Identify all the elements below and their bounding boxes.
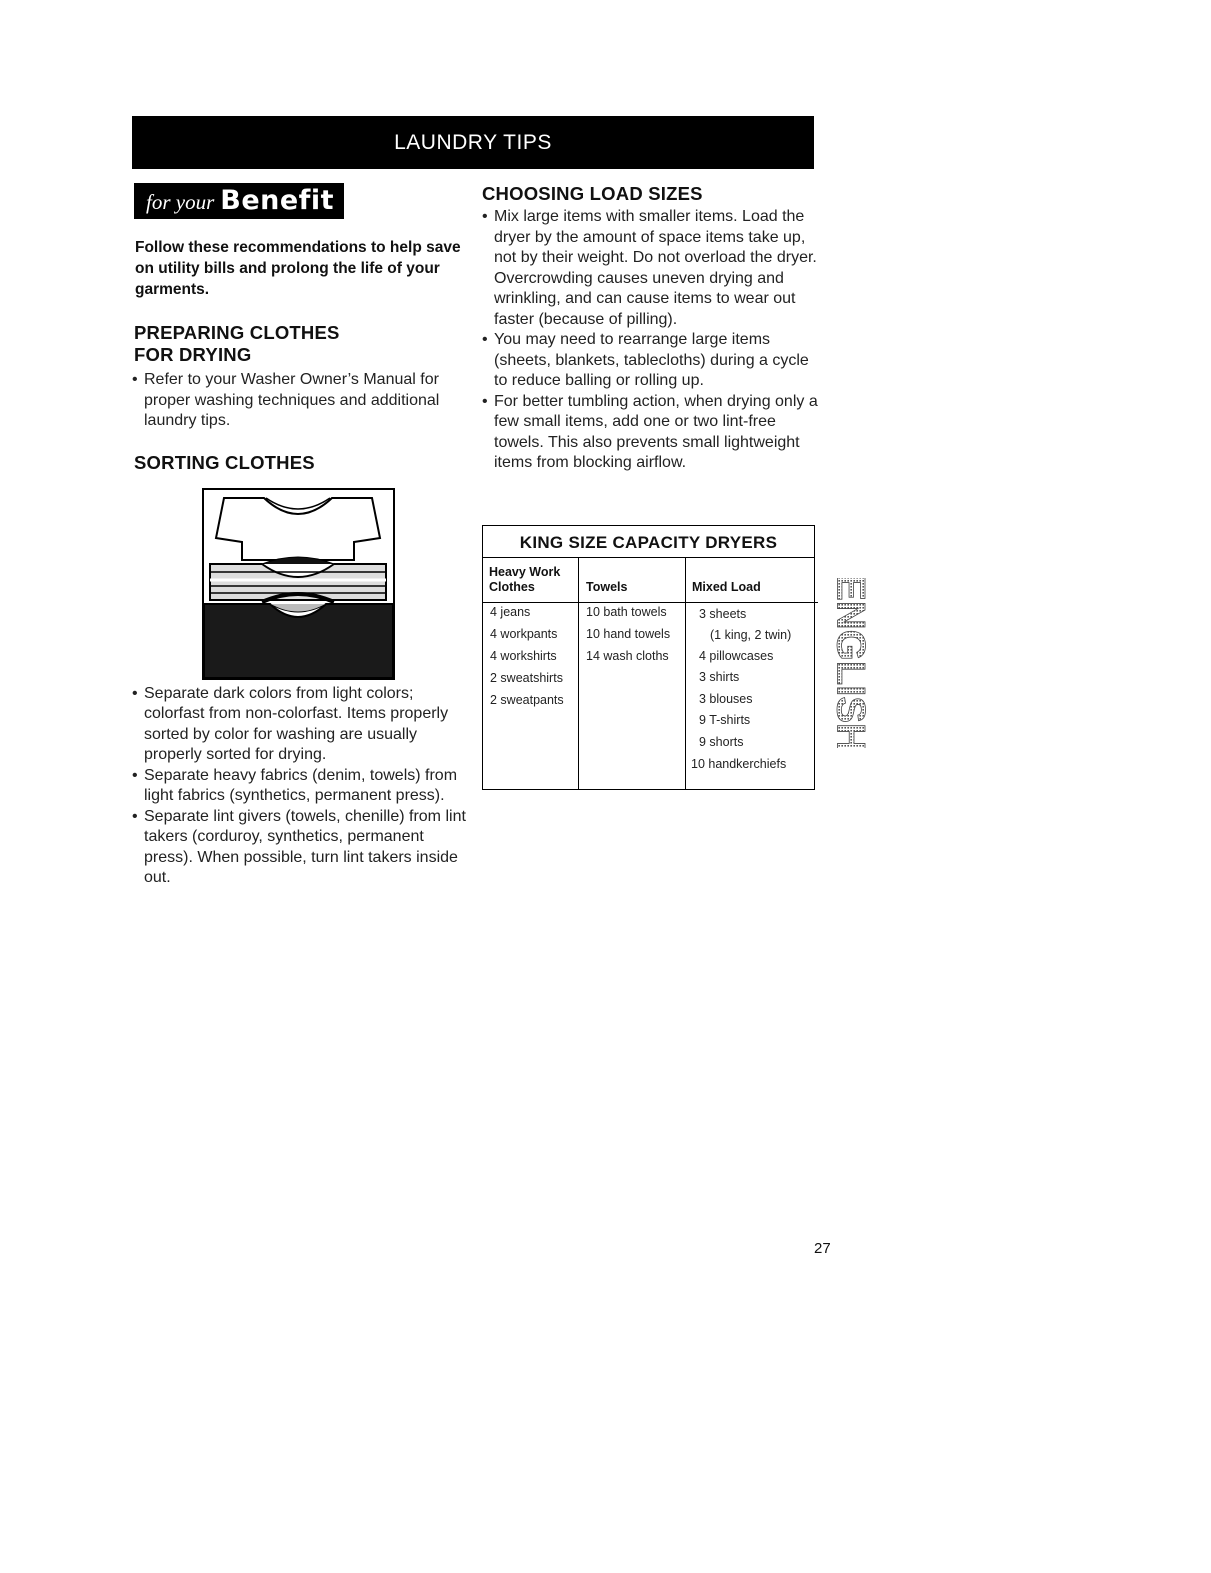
list-item: • Refer to your Washer Owner’s Manual for proper washing techniques and additional laundry tips. [132,370,472,432]
table-cell: 3 shirts [699,670,740,684]
table-cell: 3 blouses [699,692,753,706]
header-heavy: Heavy Work Clothes [489,565,561,594]
preparing-heading [134,322,472,366]
table-cell: 14 wash cloths [586,649,669,663]
side-label-text: ENGLISH [828,578,873,748]
table-cell: 4 workshirts [490,649,557,663]
list-item: • Mix large items with smaller items. Load the dryer by the amount of space items take up, not by their weight. Do not overload the dryer. Overcrowding causes uneven drying and wrinkling, and can cause items to wear out faster (because of pilling). [482,207,818,330]
load-sizes-heading: CHOOSING LOAD SIZES [482,183,703,204]
page-number: 27 [814,1240,831,1257]
header-mixed: Mixed Load [692,580,761,594]
table-cell: 2 sweatpants [490,693,564,707]
list-item: • Separate dark colors from light colors; colorfast from non-colorfast. Items properly sorted by color for washing are usually properly sorted for drying. [132,684,472,766]
stacked-shirts-illustration [202,488,395,680]
preparing-heading-line1: PREPARING CLOTHES [134,322,340,343]
table-cell: 10 hand towels [586,627,671,641]
shirts-icon [204,490,393,678]
table-cell: 4 workpants [490,627,558,641]
section-banner [132,116,814,169]
load-sizes-list [482,207,818,474]
list-item: • For better tumbling action, when drying only a few small items, add one or two lint-free towels. This also prevents small lightweight items from blocking airflow. [482,392,818,474]
header-towels: Towels [586,580,628,594]
capacity-table [482,525,815,790]
list-item: • You may need to rearrange large items (sheets, blankets, tablecloths) during a cycle to reduce balling or rolling up. [482,330,818,392]
list-item: • Separate heavy fabrics (denim, towels) from light fabrics (synthetics, permanent press). [132,766,472,807]
preparing-heading-line2: FOR DRYING [134,344,252,365]
capacity-table-title: KING SIZE CAPACITY DRYERS [483,526,814,558]
table-cell: 4 pillowcases [699,649,774,663]
side-language-tab [822,578,874,748]
table-cell: 10 handkerchiefs [691,757,787,771]
for-your-benefit-logo [134,183,344,219]
table-cell: (1 king, 2 twin) [710,628,792,642]
table-cell: 10 bath towels [586,605,667,619]
left-column [132,183,472,889]
list-item: • Separate lint givers (towels, chenille) from lint takers (corduroy, synthetics, permanent press). When possible, turn lint takers inside out. [132,807,472,889]
right-column [482,183,818,474]
table-cell: 2 sweatshirts [490,671,563,685]
table-cell: 9 T-shirts [699,713,751,727]
banner-title: LAUNDRY TIPS [394,130,552,154]
benefit-text: Benefit [220,185,335,216]
preparing-list [132,370,472,432]
sorting-list [132,684,472,889]
capacity-table-body [483,557,814,789]
intro-paragraph: Follow these recommendations to help save on utility bills and prolong the life of your garments. [135,239,461,298]
column-divider [685,557,686,789]
benefit-for-text: for your [146,190,215,214]
sorting-heading: SORTING CLOTHES [134,451,315,473]
column-divider [578,557,579,789]
table-cell: 9 shorts [699,735,744,749]
table-cell: 3 sheets [699,607,747,621]
table-cell: 4 jeans [490,605,531,619]
